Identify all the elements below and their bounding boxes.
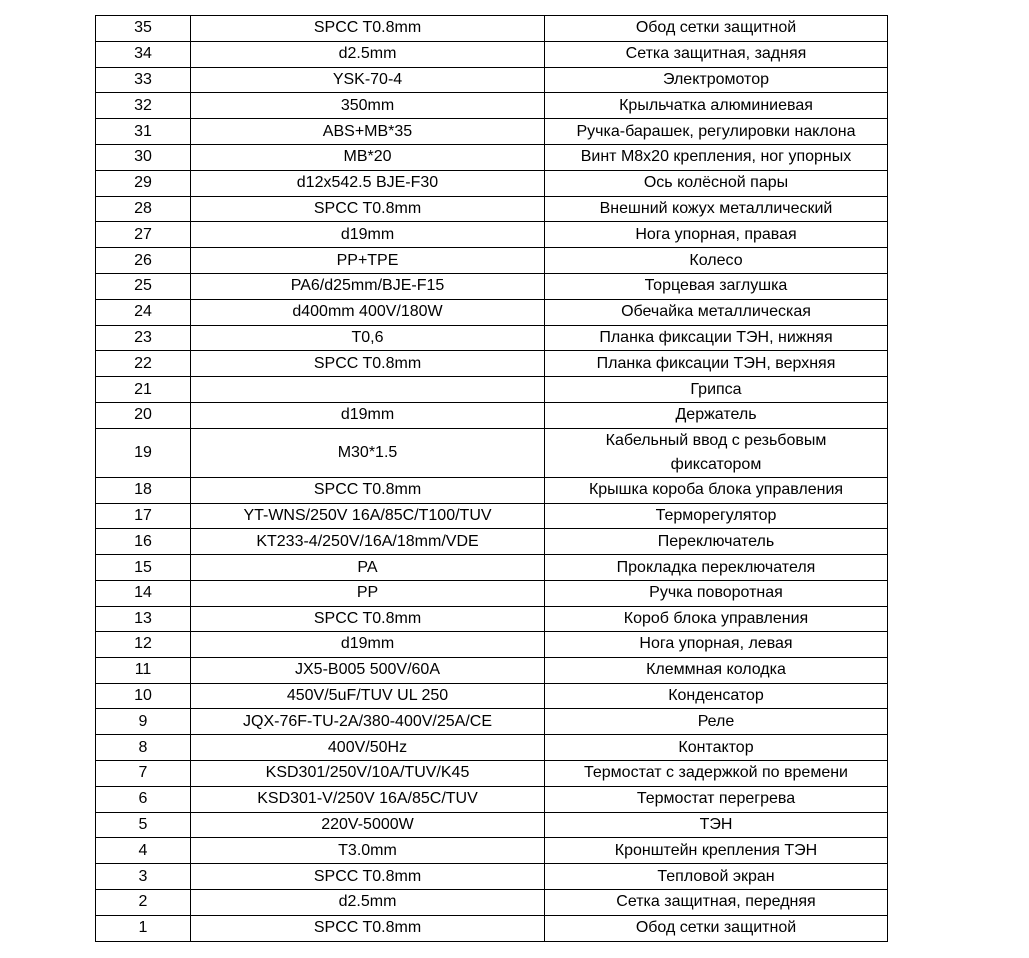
part-name-cell: Термостат перегрева [545,786,888,812]
part-name-cell: Сетка защитная, задняя [545,41,888,67]
part-name-cell: Обод сетки защитной [545,915,888,941]
table-row [96,786,888,812]
part-spec-cell: d12x542.5 BJE-F30 [191,170,545,196]
part-number-cell: 9 [96,709,191,735]
part-name-cell: Реле [545,709,888,735]
part-number-cell: 33 [96,67,191,93]
table-row [96,555,888,581]
table-row [96,889,888,915]
parts-table-lower-body [96,632,888,942]
part-spec-cell: M30*1.5 [191,428,545,477]
part-name-cell: Нога упорная, правая [545,222,888,248]
part-number-cell: 27 [96,222,191,248]
part-name-cell: Ось колёсной пары [545,170,888,196]
part-number-cell: 1 [96,915,191,941]
table-row [96,812,888,838]
table-row [96,299,888,325]
part-number-cell: 30 [96,144,191,170]
part-spec-cell: SPCC T0.8mm [191,915,545,941]
part-number-cell: 28 [96,196,191,222]
part-spec-cell: KT233-4/250V/16A/18mm/VDE [191,529,545,555]
table-row [96,760,888,786]
part-number-cell: 21 [96,377,191,403]
part-name-cell: Колесо [545,248,888,274]
table-row [96,196,888,222]
part-number-cell: 16 [96,529,191,555]
part-name-cell: Тепловой экран [545,864,888,890]
part-number-cell: 8 [96,735,191,761]
part-spec-cell: JQX-76F-TU-2A/380-400V/25A/CE [191,709,545,735]
part-name-cell: Кронштейн крепления ТЭН [545,838,888,864]
part-number-cell: 34 [96,41,191,67]
part-number-cell: 35 [96,16,191,42]
part-number-cell: 13 [96,606,191,632]
part-number-cell: 14 [96,580,191,606]
table-row [96,864,888,890]
part-name-cell: Держатель [545,402,888,428]
part-spec-cell: 400V/50Hz [191,735,545,761]
table-row [96,273,888,299]
table-row [96,477,888,503]
table-row [96,606,888,632]
part-spec-cell [191,377,545,403]
part-spec-cell: YSK-70-4 [191,67,545,93]
part-name-cell: Терморегулятор [545,503,888,529]
part-name-cell: Грипса [545,377,888,403]
part-name-cell: Планка фиксации ТЭН, верхняя [545,351,888,377]
part-name-cell: Планка фиксации ТЭН, нижняя [545,325,888,351]
part-spec-cell: SPCC T0.8mm [191,864,545,890]
part-number-cell: 18 [96,477,191,503]
part-number-cell: 2 [96,889,191,915]
table-row [96,144,888,170]
part-number-cell: 29 [96,170,191,196]
part-number-cell: 32 [96,93,191,119]
table-row [96,580,888,606]
part-name-cell: Ручка-барашек, регулировки наклона [545,119,888,145]
part-number-cell: 26 [96,248,191,274]
table-row [96,657,888,683]
table-row [96,529,888,555]
part-spec-cell: PP [191,580,545,606]
part-name-cell: Ручка поворотная [545,580,888,606]
part-name-cell: Электромотор [545,67,888,93]
parts-table-lower [95,631,888,942]
table-row [96,402,888,428]
part-name-cell: Нога упорная, левая [545,632,888,658]
table-row [96,41,888,67]
part-number-cell: 4 [96,838,191,864]
part-name-cell: Клеммная колодка [545,657,888,683]
part-name-cell: Кабельный ввод с резьбовым фиксатором [545,428,888,477]
part-number-cell: 22 [96,351,191,377]
table-row [96,16,888,42]
part-spec-cell: T0,6 [191,325,545,351]
part-number-cell: 24 [96,299,191,325]
part-name-cell: Обечайка металлическая [545,299,888,325]
part-number-cell: 20 [96,402,191,428]
part-spec-cell: d19mm [191,222,545,248]
part-name-cell: Крышка короба блока управления [545,477,888,503]
parts-table-upper [95,15,888,632]
part-name-cell: Торцевая заглушка [545,273,888,299]
part-number-cell: 19 [96,428,191,477]
part-spec-cell: KSD301-V/250V 16A/85C/TUV [191,786,545,812]
table-row [96,351,888,377]
part-spec-cell: SPCC T0.8mm [191,196,545,222]
part-number-cell: 3 [96,864,191,890]
part-number-cell: 6 [96,786,191,812]
table-row [96,67,888,93]
part-name-cell: Сетка защитная, передняя [545,889,888,915]
part-number-cell: 12 [96,632,191,658]
part-number-cell: 23 [96,325,191,351]
part-name-cell: Термостат с задержкой по времени [545,760,888,786]
part-number-cell: 31 [96,119,191,145]
part-name-cell: Винт M8x20 крепления, ног упорных [545,144,888,170]
part-number-cell: 17 [96,503,191,529]
part-number-cell: 11 [96,657,191,683]
part-name-cell: Обод сетки защитной [545,16,888,42]
table-row [96,222,888,248]
part-spec-cell: YT-WNS/250V 16A/85C/T100/TUV [191,503,545,529]
part-name-cell: Конденсатор [545,683,888,709]
table-row [96,377,888,403]
part-name-cell: Переключатель [545,529,888,555]
part-number-cell: 10 [96,683,191,709]
part-name-cell: Короб блока управления [545,606,888,632]
table-row [96,915,888,941]
part-spec-cell: 220V-5000W [191,812,545,838]
part-spec-cell: d400mm 400V/180W [191,299,545,325]
table-row [96,93,888,119]
table-row [96,170,888,196]
part-spec-cell: ABS+MB*35 [191,119,545,145]
table-row [96,428,888,477]
parts-table-upper-body [96,16,888,633]
part-spec-cell: T3.0mm [191,838,545,864]
table-row [96,735,888,761]
part-name-cell: Прокладка переключателя [545,555,888,581]
table-row [96,325,888,351]
part-spec-cell: PA6/d25mm/BJE-F15 [191,273,545,299]
part-name-cell: Внешний кожух металлический [545,196,888,222]
part-number-cell: 7 [96,760,191,786]
part-spec-cell: JX5-B005 500V/60A [191,657,545,683]
part-spec-cell: SPCC T0.8mm [191,606,545,632]
part-spec-cell: SPCC T0.8mm [191,477,545,503]
part-spec-cell: PA [191,555,545,581]
part-number-cell: 5 [96,812,191,838]
part-number-cell: 15 [96,555,191,581]
table-row [96,248,888,274]
part-spec-cell: SPCC T0.8mm [191,16,545,42]
part-spec-cell: KSD301/250V/10A/TUV/K45 [191,760,545,786]
table-row [96,683,888,709]
part-spec-cell: d19mm [191,402,545,428]
part-spec-cell: MB*20 [191,144,545,170]
table-row [96,503,888,529]
table-row [96,119,888,145]
part-spec-cell: d19mm [191,632,545,658]
part-spec-cell: SPCC T0.8mm [191,351,545,377]
part-spec-cell: 350mm [191,93,545,119]
part-name-cell: ТЭН [545,812,888,838]
part-name-cell: Контактор [545,735,888,761]
table-row [96,838,888,864]
part-spec-cell: d2.5mm [191,41,545,67]
part-spec-cell: 450V/5uF/TUV UL 250 [191,683,545,709]
part-spec-cell: d2.5mm [191,889,545,915]
part-name-cell: Крыльчатка алюминиевая [545,93,888,119]
part-spec-cell: PP+TPE [191,248,545,274]
part-number-cell: 25 [96,273,191,299]
table-row [96,709,888,735]
table-row [96,632,888,658]
